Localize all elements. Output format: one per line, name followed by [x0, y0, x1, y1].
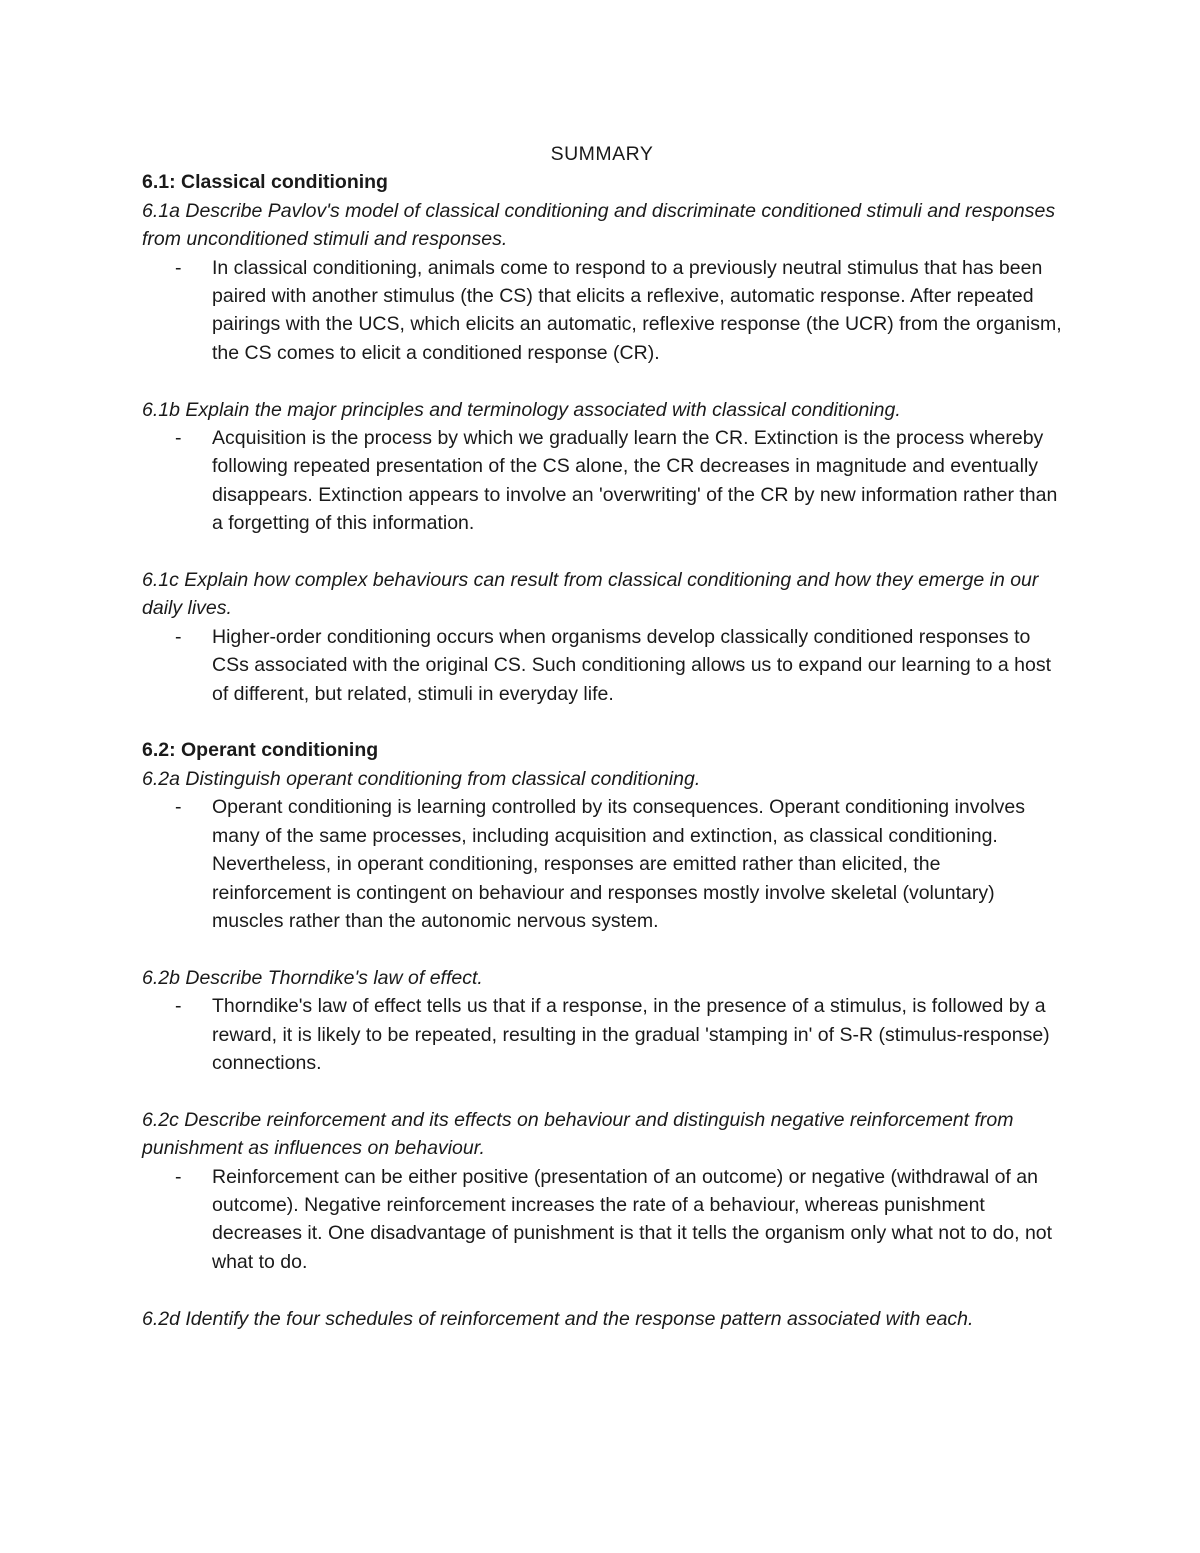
objective-block-6-2d — [142, 1305, 1062, 1333]
bullet-dash: - — [175, 796, 182, 819]
objective-block-6-1c — [142, 566, 1062, 708]
list-item — [142, 623, 1062, 708]
bullet-text: In classical conditioning, animals come to respond to a previously neutral stimulus that has been paired with another stimulus (the CS) that elicits a reflexive, automatic response. After repeated pairings with the UCS, which elicits an automatic, reflexive response (the UCR) from the organism, the CS comes to elicit a conditioned response (CR). — [212, 256, 1062, 364]
section-operant-conditioning — [142, 736, 1062, 1332]
objective-text: 6.2d Identify the four schedules of reinforcement and the response pattern associated with each. — [142, 1307, 974, 1330]
bullet-text: Acquisition is the process by which we gradually learn the CR. Extinction is the process whereby following repeated presentation of the CS alone, the CR decreases in magnitude and eventually disappears. Extinction appears to involve an 'overwriting' of the CR by new information rather than a forgetting of this information. — [212, 427, 1058, 535]
bullet-list — [142, 623, 1062, 708]
list-item — [142, 992, 1062, 1077]
bullet-text: Reinforcement can be either positive (presentation of an outcome) or negative (withdrawal of an outcome). Negative reinforcement increases the rate of a behaviour, whereas punishment decreases it. One disadvantage of punishment is that it tells the organism only what not to do, not what to do. — [212, 1165, 1053, 1273]
list-item — [142, 1163, 1062, 1277]
objective-text: 6.1a Describe Pavlov's model of classical conditioning and discriminate conditioned stimuli and responses from unconditioned stimuli and responses. — [142, 199, 1056, 251]
bullet-list — [142, 254, 1062, 368]
objective-text: 6.1c Explain how complex behaviours can result from classical conditioning and how they emerge in our daily lives. — [142, 569, 1039, 620]
objective-block-6-1b — [142, 396, 1062, 538]
objective-text: 6.2a Distinguish operant conditioning from classical conditioning. — [142, 767, 701, 790]
bullet-dash: - — [175, 427, 182, 450]
section-heading: 6.1: Classical conditioning — [142, 171, 388, 194]
document-page — [142, 140, 1062, 1333]
bullet-list — [142, 424, 1062, 538]
section-classical-conditioning — [142, 168, 1062, 708]
list-item — [142, 254, 1062, 368]
bullet-dash: - — [175, 995, 182, 1018]
section-heading: 6.2: Operant conditioning — [142, 739, 379, 762]
bullet-dash: - — [175, 1165, 182, 1188]
list-item — [142, 424, 1062, 538]
bullet-text: Higher-order conditioning occurs when organisms develop classically conditioned responses to CSs associated with the original CS. Such conditioning allows us to expand our learning to a host of different, but related, stimuli in everyday life. — [212, 625, 1051, 705]
bullet-text: Operant conditioning is learning controlled by its consequences. Operant conditioning involves many of the same processes, including acquisition and extinction, as classical conditioning. Nevertheless, in operant conditioning, responses are emitted rather than elicited, the reinforcement is contingent on behaviour and responses mostly involve skeletal (voluntary) muscles rather than the autonomic nervous system. — [212, 796, 1025, 932]
objective-text: 6.2c Describe reinforcement and its effects on behaviour and distinguish negative reinforcement from punishment as influences on behaviour. — [142, 1108, 1014, 1160]
bullet-list — [142, 1163, 1062, 1277]
bullet-list — [142, 992, 1062, 1077]
bullet-text: Thorndike's law of effect tells us that if a response, in the presence of a stimulus, is followed by a reward, it is likely to be repeated, resulting in the gradual 'stamping in' of S-R (stimulus-response) connections. — [212, 995, 1050, 1074]
objective-block-6-1a — [142, 197, 1062, 367]
objective-block-6-2b — [142, 964, 1062, 1078]
list-item — [142, 793, 1062, 935]
objective-text: 6.1b Explain the major principles and terminology associated with classical conditioning. — [142, 398, 901, 421]
bullet-dash: - — [175, 256, 182, 279]
bullet-list — [142, 793, 1062, 935]
bullet-dash: - — [175, 625, 182, 648]
document-title: SUMMARY — [550, 143, 654, 165]
objective-block-6-2c — [142, 1106, 1062, 1276]
objective-text: 6.2b Describe Thorndike's law of effect. — [142, 966, 483, 989]
objective-block-6-2a — [142, 765, 1062, 935]
